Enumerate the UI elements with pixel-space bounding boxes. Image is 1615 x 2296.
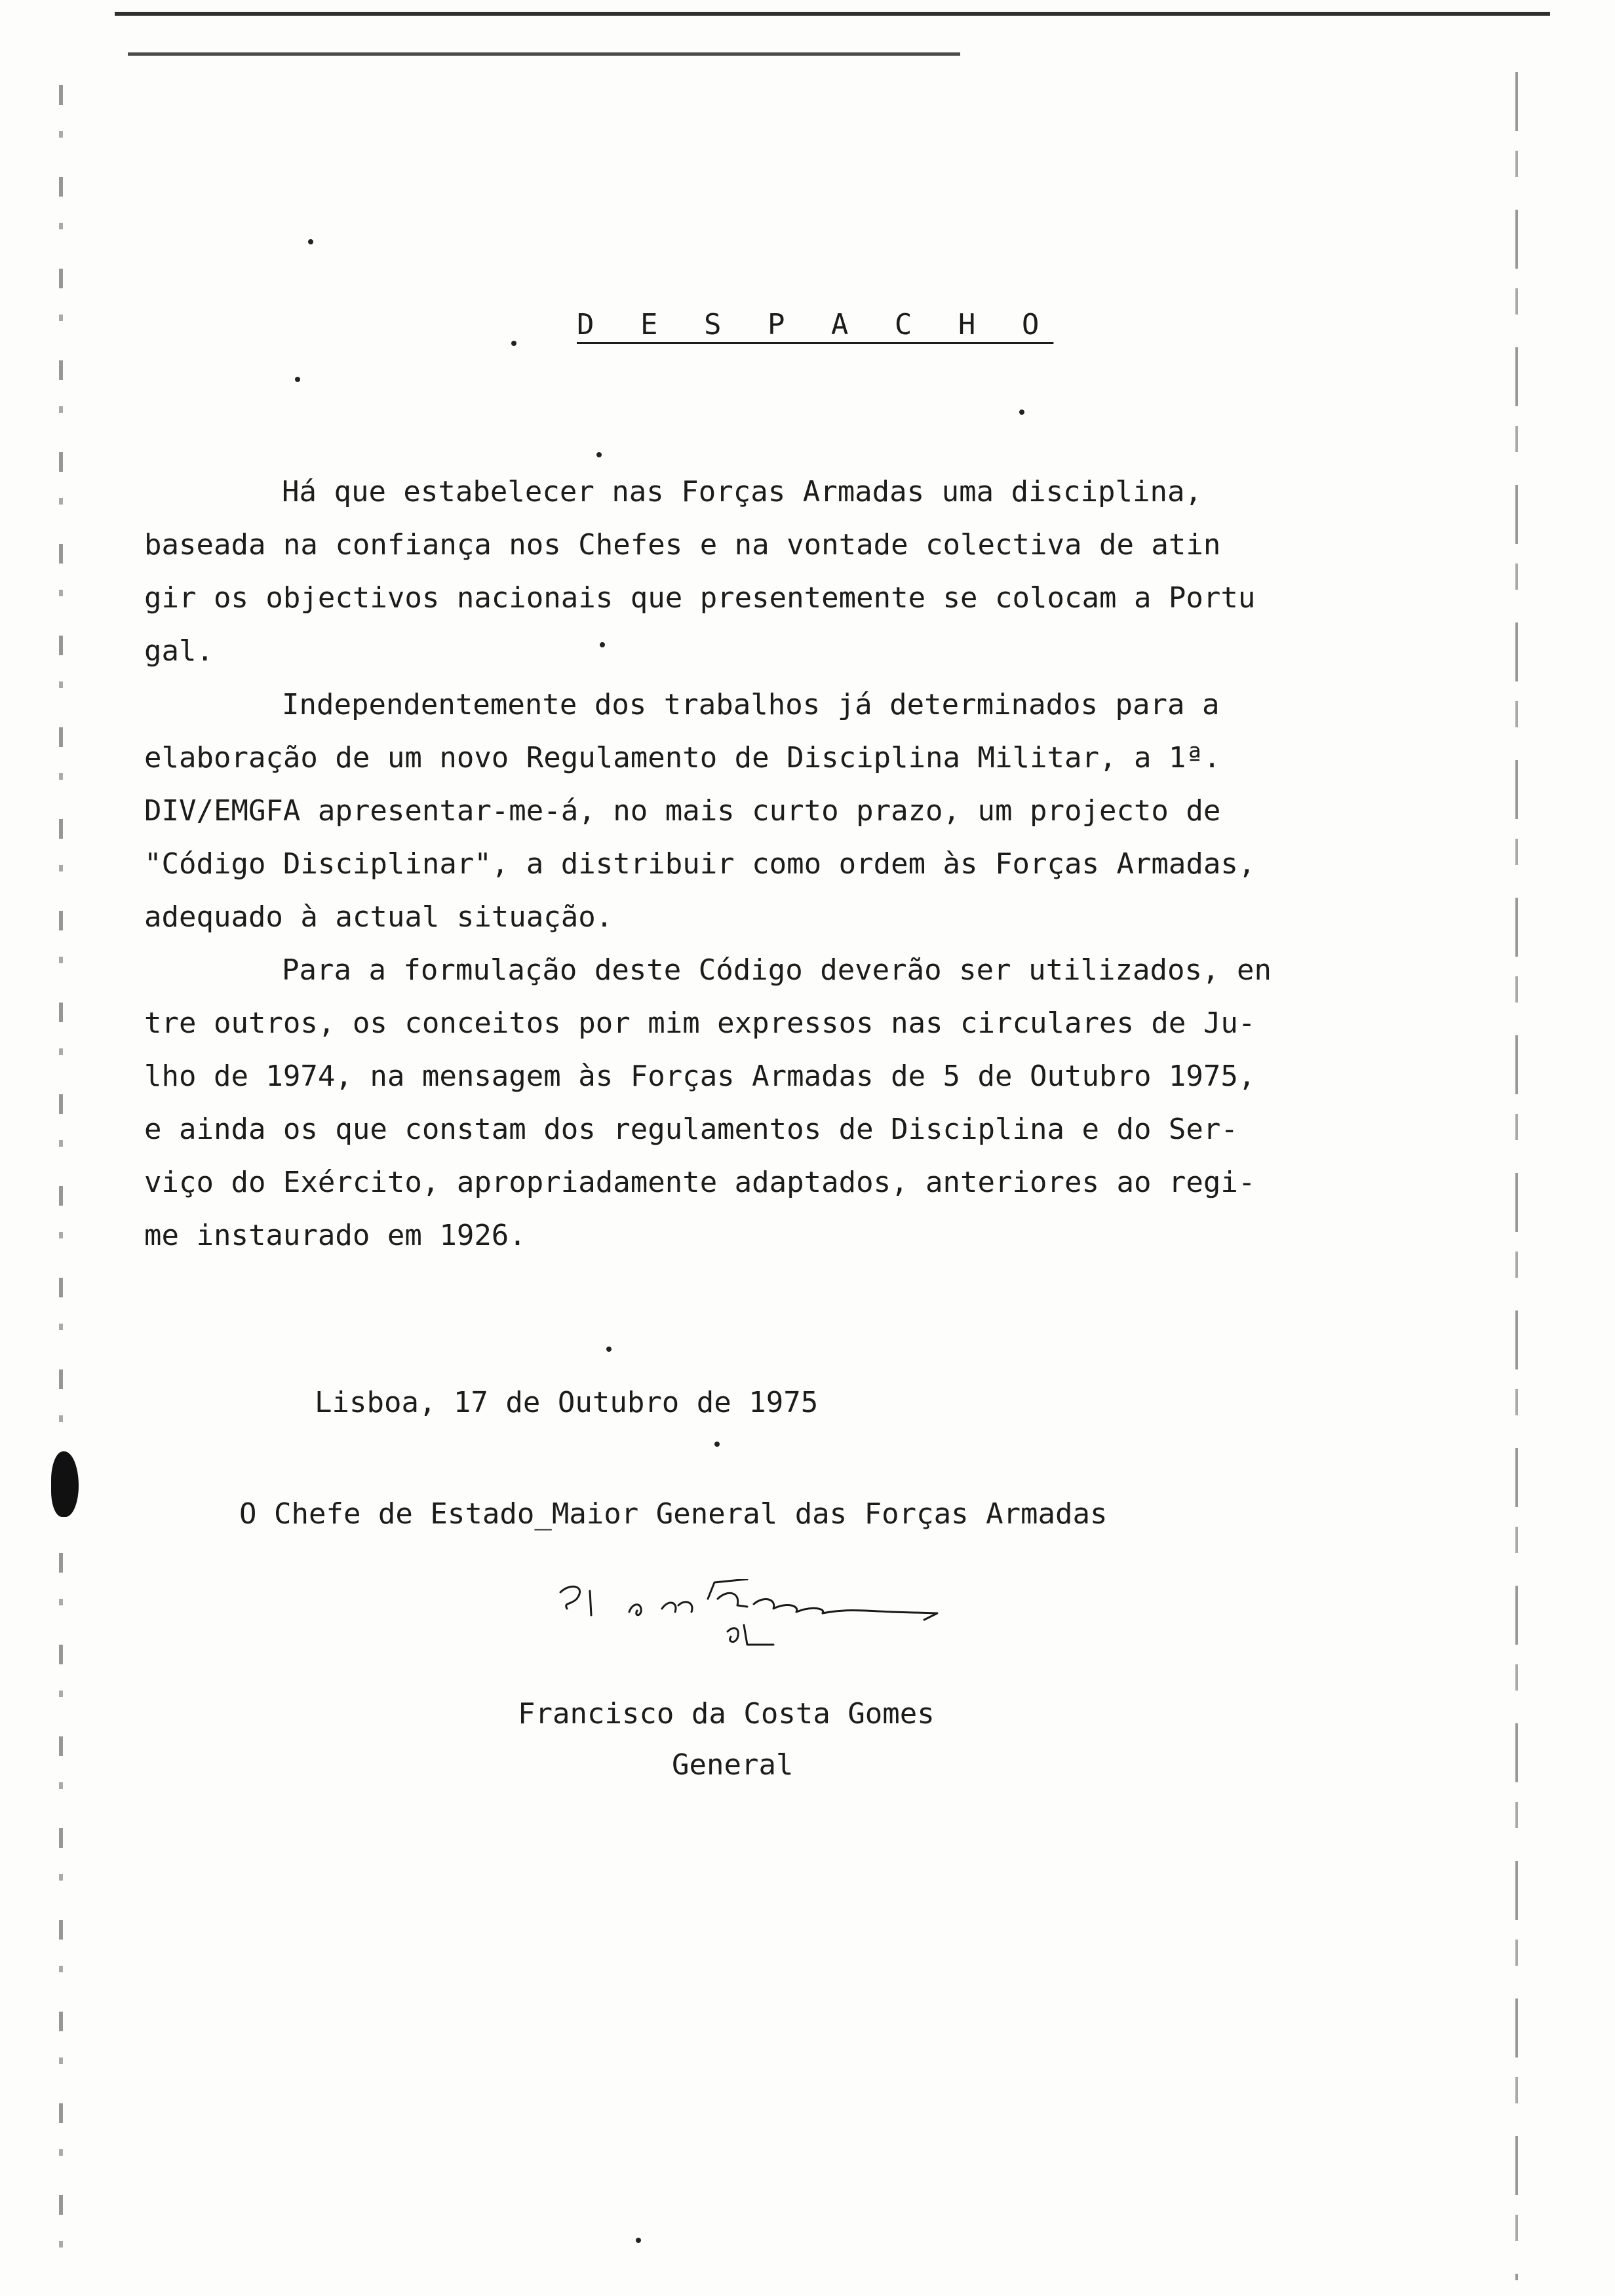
scan-speck: [596, 452, 602, 457]
scan-edge-line: [128, 52, 960, 56]
scan-speck: [295, 377, 300, 382]
paragraph-line: tre outros, os conceitos por mim expressos nas circulares de Ju-: [144, 1006, 1256, 1040]
scan-speck: [636, 2238, 641, 2243]
paragraph-line: Independentemente dos trabalhos já determinados para a: [282, 688, 1220, 721]
signer-name: Francisco da Costa Gomes: [518, 1697, 935, 1731]
paragraph-line: Para a formulação deste Código deverão ser utilizados, en: [282, 953, 1272, 987]
body-paragraph: [144, 944, 1403, 1262]
paragraph-line: elaboração de um novo Regulamento de Disciplina Militar, a 1ª.: [144, 741, 1221, 775]
paragraph-line: viço do Exército, apropriadamente adaptados, anteriores ao regi-: [144, 1166, 1256, 1199]
scan-right-border: [1515, 72, 1518, 2280]
signer-office: O Chefe de Estado_Maior General das Forças Armadas: [239, 1497, 1108, 1531]
paragraph-line: me instaurado em 1926.: [144, 1219, 526, 1252]
document-title: D E S P A C H O: [577, 308, 1054, 341]
paragraph-line: adequado à actual situação.: [144, 900, 613, 934]
paragraph-line: gal.: [144, 634, 214, 668]
scan-edge-line: [115, 12, 1550, 16]
scan-speck: [714, 1442, 720, 1447]
body-paragraph: [144, 465, 1403, 678]
signer-rank: General: [672, 1748, 794, 1782]
paragraph-line: e ainda os que constam dos regulamentos de Disciplina e do Ser-: [144, 1113, 1238, 1146]
paragraph-line: gir os objectivos nacionais que presentemente se colocam a Portu: [144, 581, 1256, 615]
scan-speck: [606, 1347, 612, 1352]
handwritten-signature: [551, 1579, 1022, 1691]
body-paragraph: [144, 678, 1403, 944]
scan-speck: [1019, 410, 1024, 415]
paragraph-line: Há que estabelecer nas Forças Armadas uma disciplina,: [282, 475, 1202, 508]
place-date: Lisboa, 17 de Outubro de 1975: [315, 1386, 819, 1419]
scan-speck: [511, 341, 516, 346]
scan-speck: [308, 239, 313, 244]
paragraph-line: "Código Disciplinar", a distribuir como ordem às Forças Armadas,: [144, 847, 1256, 881]
scan-left-border: [59, 85, 63, 2248]
paragraph-line: DIV/EMGFA apresentar-me-á, no mais curto prazo, um projecto de: [144, 794, 1221, 828]
paragraph-line: lho de 1974, na mensagem às Forças Armadas de 5 de Outubro 1975,: [144, 1060, 1256, 1093]
paragraph-line: baseada na confiança nos Chefes e na vontade colectiva de atin: [144, 528, 1221, 562]
scan-hole-punch: [51, 1451, 79, 1517]
